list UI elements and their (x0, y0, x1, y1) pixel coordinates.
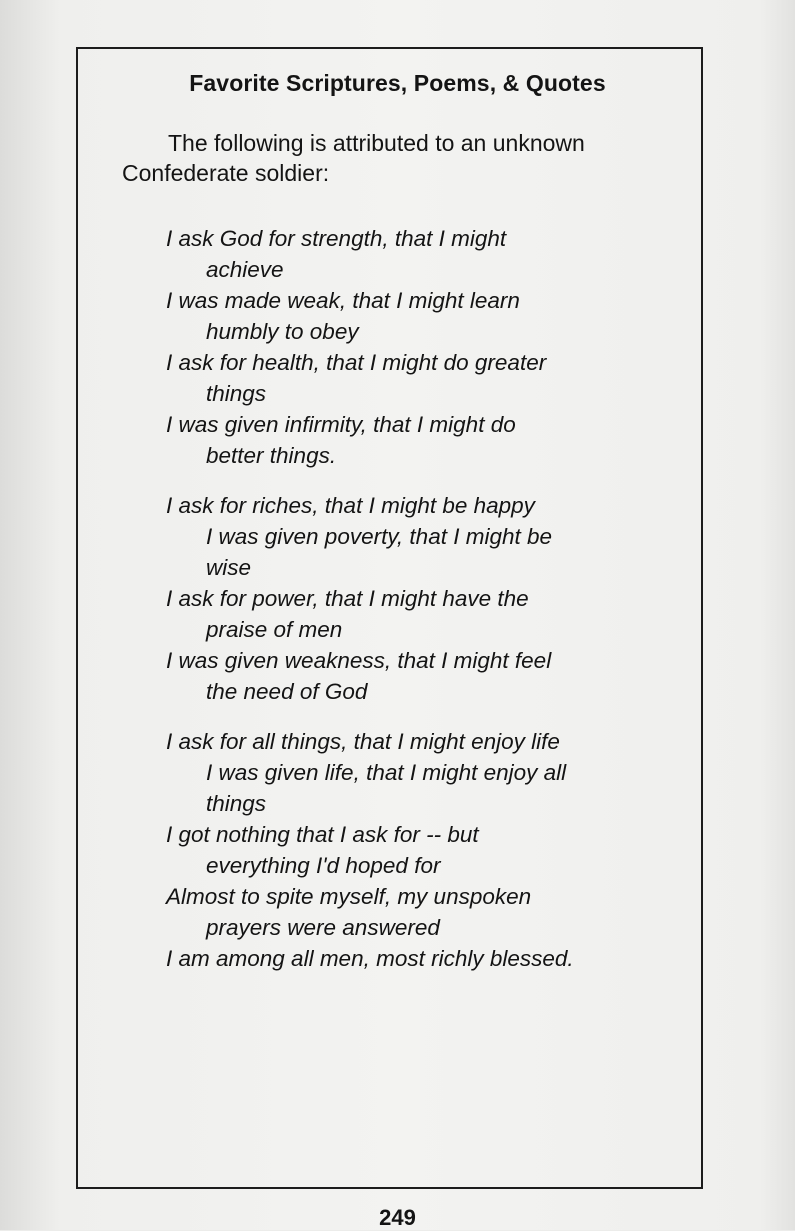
poem-line: I ask God for strength, that I might achieve (166, 226, 507, 282)
poem-line: I was made weak, that I might learn humbly to obey (166, 288, 520, 344)
poem (166, 223, 646, 993)
poem-line: I was given poverty, that I might be wise (206, 524, 553, 580)
poem-line: I got nothing that I ask for -- but everything I'd hoped for (166, 822, 479, 878)
poem-line: Almost to spite myself, my unspoken prayers were answered (166, 884, 532, 940)
poem-line: I am among all men, most richly blessed. (166, 946, 574, 971)
poem-line: I ask for riches, that I might be happy (166, 493, 535, 518)
poem-line: I ask for health, that I might do greater things (166, 350, 547, 406)
poem-line: I was given infirmity, that I might do better things. (166, 412, 516, 468)
intro-paragraph: The following is attributed to an unknown Confederate soldier: (122, 130, 585, 186)
poem-stanza-1 (166, 223, 646, 471)
page-heading: Favorite Scriptures, Poems, & Quotes (189, 70, 606, 96)
poem-line: I ask for power, that I might have the praise of men (166, 586, 529, 642)
poem-stanza-3 (166, 726, 646, 974)
poem-line: I was given weakness, that I might feel the need of God (166, 648, 552, 704)
poem-stanza-2 (166, 490, 646, 707)
page-number: 249 (379, 1205, 416, 1230)
poem-line: I was given life, that I might enjoy all things (206, 760, 567, 816)
poem-line: I ask for all things, that I might enjoy life (166, 729, 560, 754)
